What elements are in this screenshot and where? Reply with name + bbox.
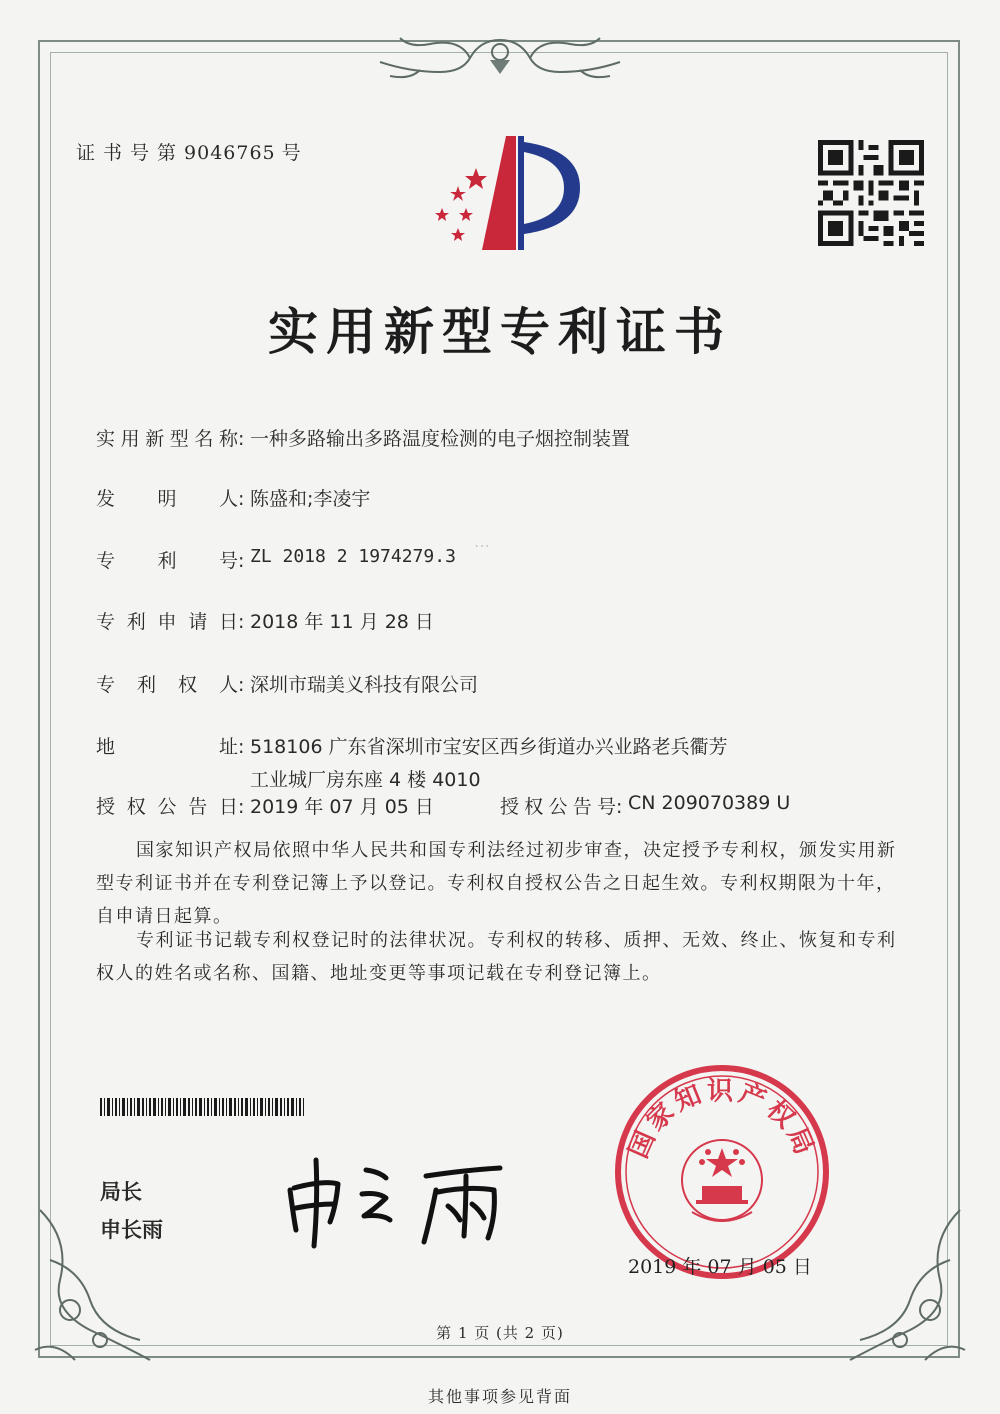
qr-code-icon [818, 140, 924, 246]
field-value: 陈盛和;李凌宇 [250, 488, 371, 510]
field-label: 专利申请日 [96, 611, 238, 633]
bottom-right-ornament [840, 1200, 970, 1370]
field-value: 2019 年 07 月 05 日 [250, 796, 434, 818]
field-label: 地址 [96, 736, 238, 758]
field-value: ZL 2018 2 1974279.3 [250, 546, 456, 567]
body-paragraph-1: 国家知识产权局依照中华人民共和国专利法经过初步审查，决定授予专利权，颁发实用新型专利证书并在专利登记簿上予以登记。专利权自授权公告之日起生效。专利权期限为十年，自申请日起算。 [96, 840, 897, 927]
field-filing-date: 专利申请日: 2018 年 11 月 28 日 [96, 607, 434, 634]
page-number: 第 1 页 (共 2 页) [436, 1324, 564, 1342]
faint-stamp-mark: ⋯ [474, 536, 492, 555]
field-address: 地址: 518106 广东省深圳市宝安区西乡街道办兴业路老兵衢芳 工业城厂房东座 4 楼 4010 [96, 732, 728, 792]
footer-note: 其他事项参见背面 [427, 1387, 572, 1406]
body-paragraph-2: 专利证书记载专利权登记时的法律状况。专利权的转移、质押、无效、终止、恢复和专利权人的姓名或名称、国籍、地址变更等事项记载在专利登记簿上。 [96, 930, 897, 984]
field-label: 专利权人 [96, 674, 238, 696]
field-grant-number: 授权公告号: CN 209070389 U [500, 792, 791, 818]
certificate-number-label: 证书号第 [76, 142, 185, 164]
field-value: 一种多路输出多路温度检测的电子烟控制装置 [250, 428, 631, 450]
field-inventor: 发明人: 陈盛和;李凌宇 [96, 484, 370, 511]
field-label: 实用新型名称 [96, 428, 238, 450]
field-value: 深圳市瑞美义科技有限公司 [250, 674, 479, 696]
field-label: 授权公告号 [500, 796, 616, 818]
certificate-number [76, 138, 302, 165]
field-label: 专利号 [96, 550, 238, 572]
barcode-icon [100, 1098, 304, 1116]
director-title: 局长 [100, 1180, 142, 1204]
certificate-number-value: 9046765 [184, 142, 276, 164]
top-ornament [360, 30, 640, 90]
field-value [250, 732, 728, 792]
field-utility-model-name: 实用新型名称: 一种多路输出多路温度检测的电子烟控制装置 [96, 424, 630, 451]
seal-date: 2019 年 07 月 05 日 [628, 1256, 812, 1278]
field-patentee: 专利权人: 深圳市瑞美义科技有限公司 [96, 670, 478, 697]
field-value: 2018 年 11 月 28 日 [250, 611, 434, 633]
cnipa-logo-icon [420, 128, 590, 258]
certificate-number-suffix: 号 [281, 142, 302, 164]
svg-text:国家知识产权局: 国家知识产权局 [623, 1076, 821, 1163]
field-patent-number: 专利号: ZL 2018 2 1974279.3 [96, 546, 456, 572]
field-label: 授权公告日 [96, 796, 238, 818]
field-label: 发明人 [96, 488, 238, 510]
address-line-1: 518106 广东省深圳市宝安区西乡街道办兴业路老兵衢芳 [250, 736, 728, 758]
field-value: CN 209070389 U [628, 792, 791, 814]
official-seal-icon [612, 1062, 832, 1282]
director-name: 申长雨 [100, 1218, 163, 1242]
handwritten-signature [276, 1150, 516, 1250]
field-grant-date: 授权公告日: 2019 年 07 月 05 日 [96, 792, 434, 819]
certificate-title: 实用新型专利证书 [268, 303, 732, 361]
address-line-2: 工业城厂房东座 4 楼 4010 [250, 769, 481, 791]
